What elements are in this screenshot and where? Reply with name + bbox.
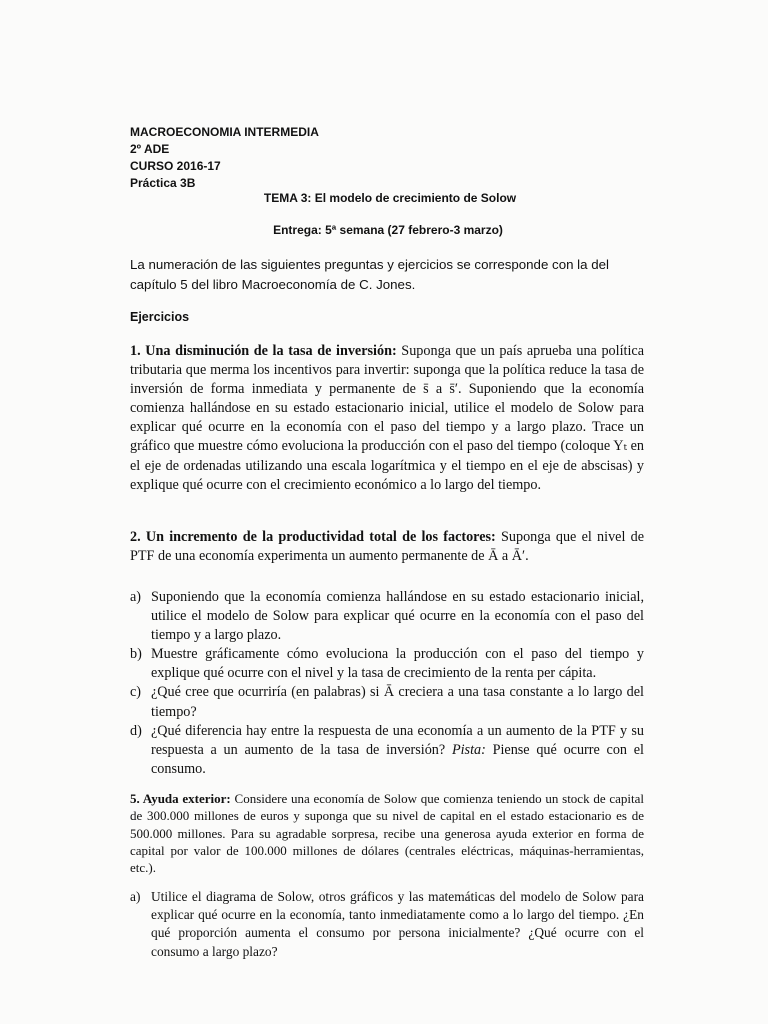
exercise-2 xyxy=(130,528,644,566)
item-text: Muestre gráficamente cómo evoluciona la producción con el paso del tiempo y explique qué ocurre con el nivel y la tasa de crecimiento de la renta per cápita. xyxy=(151,646,644,682)
item-marker: a) xyxy=(130,589,142,605)
list-item xyxy=(130,683,644,721)
item-marker: d) xyxy=(130,722,142,739)
item-text: Utilice el diagrama de Solow, otros gráficos y las matemáticas del modelo de Solow para explicar qué ocurre en la economía, tanto inmediatamente como a lo largo del tiempo. ¿En qué proporción aumenta el consumo por persona inicialmente? ¿Qué ocurre con el consumo a largo plazo? xyxy=(151,889,644,959)
item-text: ¿Qué diferencia hay entre la respuesta de una economía a un aumento de la PTF y su respuesta a un aumento de la tasa de inversión? xyxy=(151,722,644,758)
item-marker: c) xyxy=(130,684,142,701)
exercise-5 xyxy=(130,790,644,876)
exercise-2-body: Suponga que el nivel de PTF de una economía experimenta un aumento permanente de Ā a Ā′. xyxy=(130,529,645,565)
item-text-hint: Piense qué ocurre con el consumo. xyxy=(151,741,644,777)
course-header xyxy=(130,124,319,192)
practice-number: Práctica 3B xyxy=(130,176,196,190)
course-name: MACROECONOMIA INTERMEDIA xyxy=(130,125,319,139)
document-title: TEMA 3: El modelo de crecimiento de Solow xyxy=(263,191,517,205)
exercise-5-heading: 5. Ayuda exterior: xyxy=(130,791,231,806)
intro-paragraph: La numeración de las siguientes preguntas y ejercicios se corresponde con la del capítulo 5 del libro Macroeconomía de C. Jones. xyxy=(130,257,609,292)
hint-label: Pista: xyxy=(451,741,486,758)
item-marker: a) xyxy=(130,889,141,904)
exercise-1-body: Suponga que un país aprueba una política tributaria que merma los incentivos para invertir: suponga que la política reduce la tasa de inversión de forma inmediata y permanente de s̄ a s̄′. Suponiendo que la economía comienza hallándose en su estado estacionario inicial, utilice el modelo de Solow para explicar qué ocurre en la economía con el paso del tiempo y a largo plazo. Trace un gráfico que muestre cómo evoluciona la producción con el paso del tiempo (coloque Yₜ en el eje de ordenadas utilizando una escala logarítmica y el tiempo en el eje de abscisas) y explique qué ocurre con el crecimiento económico a lo largo del tiempo. xyxy=(130,343,644,493)
exercise-2-items xyxy=(130,588,644,779)
section-heading: Ejercicios xyxy=(130,310,190,324)
course-term: CURSO 2016-17 xyxy=(130,159,221,173)
item-marker: b) xyxy=(130,646,142,663)
list-item xyxy=(130,888,644,961)
exercise-5-body: Considere una economía de Solow que comienza teniendo un stock de capital de 300.000 millones de euros y suponga que su nivel de capital en el estado estacionario es de 500.000 millones. Para su agradable sorpresa, recibe una generosa ayuda exterior en forma de capital por valor de 100.000 millones de dólares (centrales eléctricas, máquinas-herramientas, etc.). xyxy=(130,791,644,876)
list-item xyxy=(130,588,644,645)
course-year: 2º ADE xyxy=(130,142,170,156)
item-text: ¿Qué cree que ocurriría (en palabras) si Ā creciera a una tasa constante a lo largo del tiempo? xyxy=(151,684,644,720)
document-title-row xyxy=(0,191,768,205)
exercise-5-items xyxy=(130,888,644,961)
exercise-2-heading: 2. Un incremento de la productividad total de los factores: xyxy=(130,529,496,545)
list-item xyxy=(130,645,644,683)
exercise-1-heading: 1. Una disminución de la tasa de inversión: xyxy=(130,343,397,359)
exercise-1 xyxy=(130,342,644,495)
delivery-date: Entrega: 5ª semana (27 febrero-3 marzo) xyxy=(273,223,503,237)
list-item xyxy=(130,722,644,779)
delivery-row xyxy=(0,223,768,237)
item-text: Suponiendo que la economía comienza hallándose en su estado estacionario inicial, utilice el modelo de Solow para explicar qué ocurre en la economía con el paso del tiempo y a largo plazo. xyxy=(151,589,644,644)
